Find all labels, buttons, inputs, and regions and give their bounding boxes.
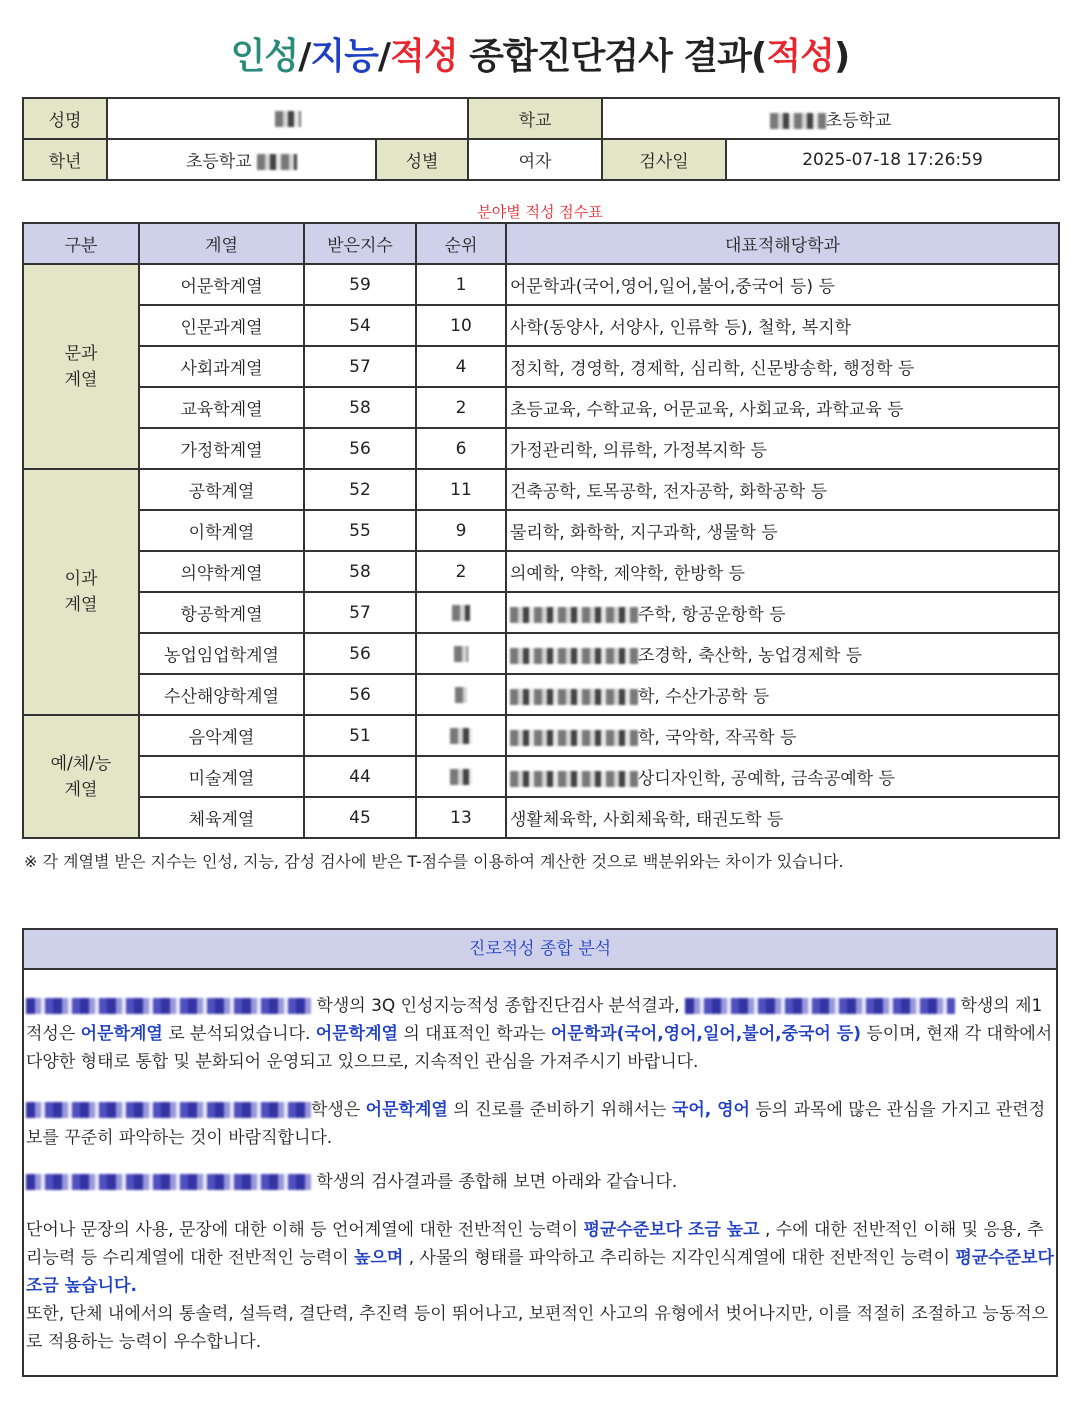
score-cell: 58 (304, 387, 416, 428)
col-header-rank: 순위 (416, 223, 506, 264)
score-cell: 55 (304, 510, 416, 551)
group-humanities: 문과 계열 (23, 264, 139, 469)
field-cell: 가정학계열 (139, 428, 304, 469)
field-cell: 인문과계열 (139, 305, 304, 346)
score-cell: 51 (304, 715, 416, 756)
redacted-school (770, 113, 826, 129)
redacted-dept (510, 730, 638, 746)
analysis-paragraph-5: 또한, 단체 내에서의 통솔력, 설득력, 결단력, 추진력 등이 뛰어나고, 보편적인 사고의 유형에서 벗어나지만, 이를 적절히 조절하고 능동적으로 적용하는 능력이 우수합니다. (26, 1304, 1049, 1352)
score-cell: 56 (304, 428, 416, 469)
rank-cell (416, 756, 506, 797)
score-cell: 59 (304, 264, 416, 305)
redacted-dept (510, 648, 638, 664)
analysis-paragraph-4: 단어나 문장의 사용, 문장에 대한 이해 등 언어계열에 대한 전반적인 능력이 평균수준보다 조금 높고 , 수에 대한 전반적인 이해 및 응용, 추리능력 등 수리계열에 대한 전반적인 능력이 높으며 , 사물의 형태를 파악하고 추리하는 지각인식계열에 대한 전반적인 능력이 평균수준보다 조금 높습니다. (26, 1220, 1054, 1296)
group-arts: 예/체/능 계열 (23, 715, 139, 838)
score-cell: 57 (304, 592, 416, 633)
field-cell: 수산해양학계열 (139, 674, 304, 715)
rank-cell: 6 (416, 428, 506, 469)
field-cell: 체육계열 (139, 797, 304, 838)
rank-cell: 4 (416, 346, 506, 387)
table-row (23, 510, 1059, 551)
field-cell: 음악계열 (139, 715, 304, 756)
dept-cell: 물리학, 화학학, 지구과학, 생물학 등 (506, 510, 1059, 551)
redacted-student-name (26, 1174, 311, 1190)
score-cell: 45 (304, 797, 416, 838)
dept-cell: 정치학, 경영학, 경제학, 심리학, 신문방송학, 행정학 등 (506, 346, 1059, 387)
redacted-student-name (26, 998, 311, 1014)
redacted-dept (510, 689, 638, 705)
field-cell: 공학계열 (139, 469, 304, 510)
date-value: 2025-07-18 17:26:59 (726, 139, 1059, 180)
rank-cell (416, 715, 506, 756)
redacted-rank (454, 646, 468, 662)
gender-value: 여자 (468, 139, 602, 180)
group-science: 이과 계열 (23, 469, 139, 715)
dept-cell: 어문학과(국어,영어,일어,불어,중국어 등) 등 (506, 264, 1059, 305)
field-cell: 미술계열 (139, 756, 304, 797)
analysis-paragraph-3: 학생의 검사결과를 종합해 보면 아래와 같습니다. (26, 1168, 1054, 1196)
redacted-rank (455, 687, 467, 703)
footnote: ※ 각 계열별 받은 지수는 인성, 지능, 감성 검사에 받은 T-점수를 이용하여 계산한 것으로 백분위와는 차이가 있습니다. (24, 852, 844, 871)
field-cell: 항공학계열 (139, 592, 304, 633)
col-header-score: 받은지수 (304, 223, 416, 264)
dept-cell: 생활체육학, 사회체육학, 태권도학 등 (506, 797, 1059, 838)
school-value: 초등학교 (602, 98, 1059, 139)
analysis-header: 진로적성 종합 분석 (24, 930, 1056, 970)
rank-cell: 13 (416, 797, 506, 838)
date-label: 검사일 (602, 139, 726, 180)
analysis-paragraph-1: 학생의 3Q 인성지능적성 종합진단검사 분석결과, 학생의 제1적성은 어문학계열 로 분석되었습니다. 어문학계열 의 대표적인 학과는 어문학과(국어,영어,일어,불어,중국어 등) 등이며, 현재 각 대학에서 다양한 형태로 통합 및 분화되어 운영되고 있으므로, 지속적인 관심을 가져주시기 바랍니다. (26, 996, 1053, 1072)
dept-cell: 상디자인학, 공예학, 금속공예학 등 (506, 756, 1059, 797)
table-row (23, 592, 1059, 633)
dept-cell: 의예학, 약학, 제약학, 한방학 등 (506, 551, 1059, 592)
redacted-student-name (26, 1102, 311, 1118)
student-info-table (22, 97, 1060, 181)
table-row (23, 674, 1059, 715)
redacted-student-id (685, 998, 955, 1014)
dept-cell: 사학(동양사, 서양사, 인류학 등), 철학, 복지학 (506, 305, 1059, 346)
rank-cell: 2 (416, 387, 506, 428)
table-row (23, 346, 1059, 387)
analysis-paragraph-2: 학생은 어문학계열 의 진로를 준비하기 위해서는 국어, 영어 등의 과목에 많은 관심을 가지고 관련정보를 꾸준히 파악하는 것이 바람직합니다. (26, 1100, 1046, 1148)
score-cell: 54 (304, 305, 416, 346)
table-row (23, 428, 1059, 469)
field-cell: 교육학계열 (139, 387, 304, 428)
gender-label: 성별 (376, 139, 468, 180)
table-row (23, 305, 1059, 346)
rank-cell: 11 (416, 469, 506, 510)
redacted-rank (450, 769, 472, 785)
redacted-grade (257, 154, 297, 170)
school-label: 학교 (468, 98, 602, 139)
name-value (107, 98, 468, 139)
aptitude-score-table (22, 222, 1060, 839)
career-analysis-box (22, 928, 1058, 1377)
table-row (23, 387, 1059, 428)
rank-cell (416, 674, 506, 715)
field-cell: 어문학계열 (139, 264, 304, 305)
rank-cell (416, 592, 506, 633)
col-header-group: 구분 (23, 223, 139, 264)
dept-cell: 가정관리학, 의류학, 가정복지학 등 (506, 428, 1059, 469)
col-header-field: 계열 (139, 223, 304, 264)
redacted-rank (452, 605, 470, 621)
score-cell: 52 (304, 469, 416, 510)
grade-value: 초등학교 (107, 139, 376, 180)
grade-label: 학년 (23, 139, 107, 180)
table-header-row (23, 223, 1059, 264)
dept-cell: 학, 국악학, 작곡학 등 (506, 715, 1059, 756)
redacted-rank (450, 728, 472, 744)
rank-cell: 10 (416, 305, 506, 346)
redacted-dept (510, 607, 638, 623)
page-title: 인성/지능/적성 종합진단검사 결과(적성) (230, 36, 850, 77)
dept-cell: 건축공학, 토목공학, 전자공학, 화학공학 등 (506, 469, 1059, 510)
table-row (23, 797, 1059, 838)
rank-cell: 2 (416, 551, 506, 592)
score-cell: 57 (304, 346, 416, 387)
rank-cell (416, 633, 506, 674)
rank-cell: 1 (416, 264, 506, 305)
redacted-name (275, 111, 301, 127)
table-row (23, 551, 1059, 592)
dept-cell: 조경학, 축산학, 농업경제학 등 (506, 633, 1059, 674)
table-row (23, 469, 1059, 510)
table-row (23, 715, 1059, 756)
name-label: 성명 (23, 98, 107, 139)
dept-cell: 주학, 항공운항학 등 (506, 592, 1059, 633)
field-cell: 의약학계열 (139, 551, 304, 592)
table-row (23, 756, 1059, 797)
score-table-caption: 분야별 적성 점수표 (477, 203, 603, 221)
score-cell: 56 (304, 674, 416, 715)
field-cell: 이학계열 (139, 510, 304, 551)
field-cell: 사회과계열 (139, 346, 304, 387)
redacted-dept (510, 771, 638, 787)
dept-cell: 초등교육, 수학교육, 어문교육, 사회교육, 과학교육 등 (506, 387, 1059, 428)
table-row (23, 264, 1059, 305)
table-row (23, 633, 1059, 674)
col-header-depts: 대표적해당학과 (506, 223, 1059, 264)
field-cell: 농업임업학계열 (139, 633, 304, 674)
score-cell: 58 (304, 551, 416, 592)
rank-cell: 9 (416, 510, 506, 551)
score-cell: 44 (304, 756, 416, 797)
score-cell: 56 (304, 633, 416, 674)
dept-cell: 학, 수산가공학 등 (506, 674, 1059, 715)
